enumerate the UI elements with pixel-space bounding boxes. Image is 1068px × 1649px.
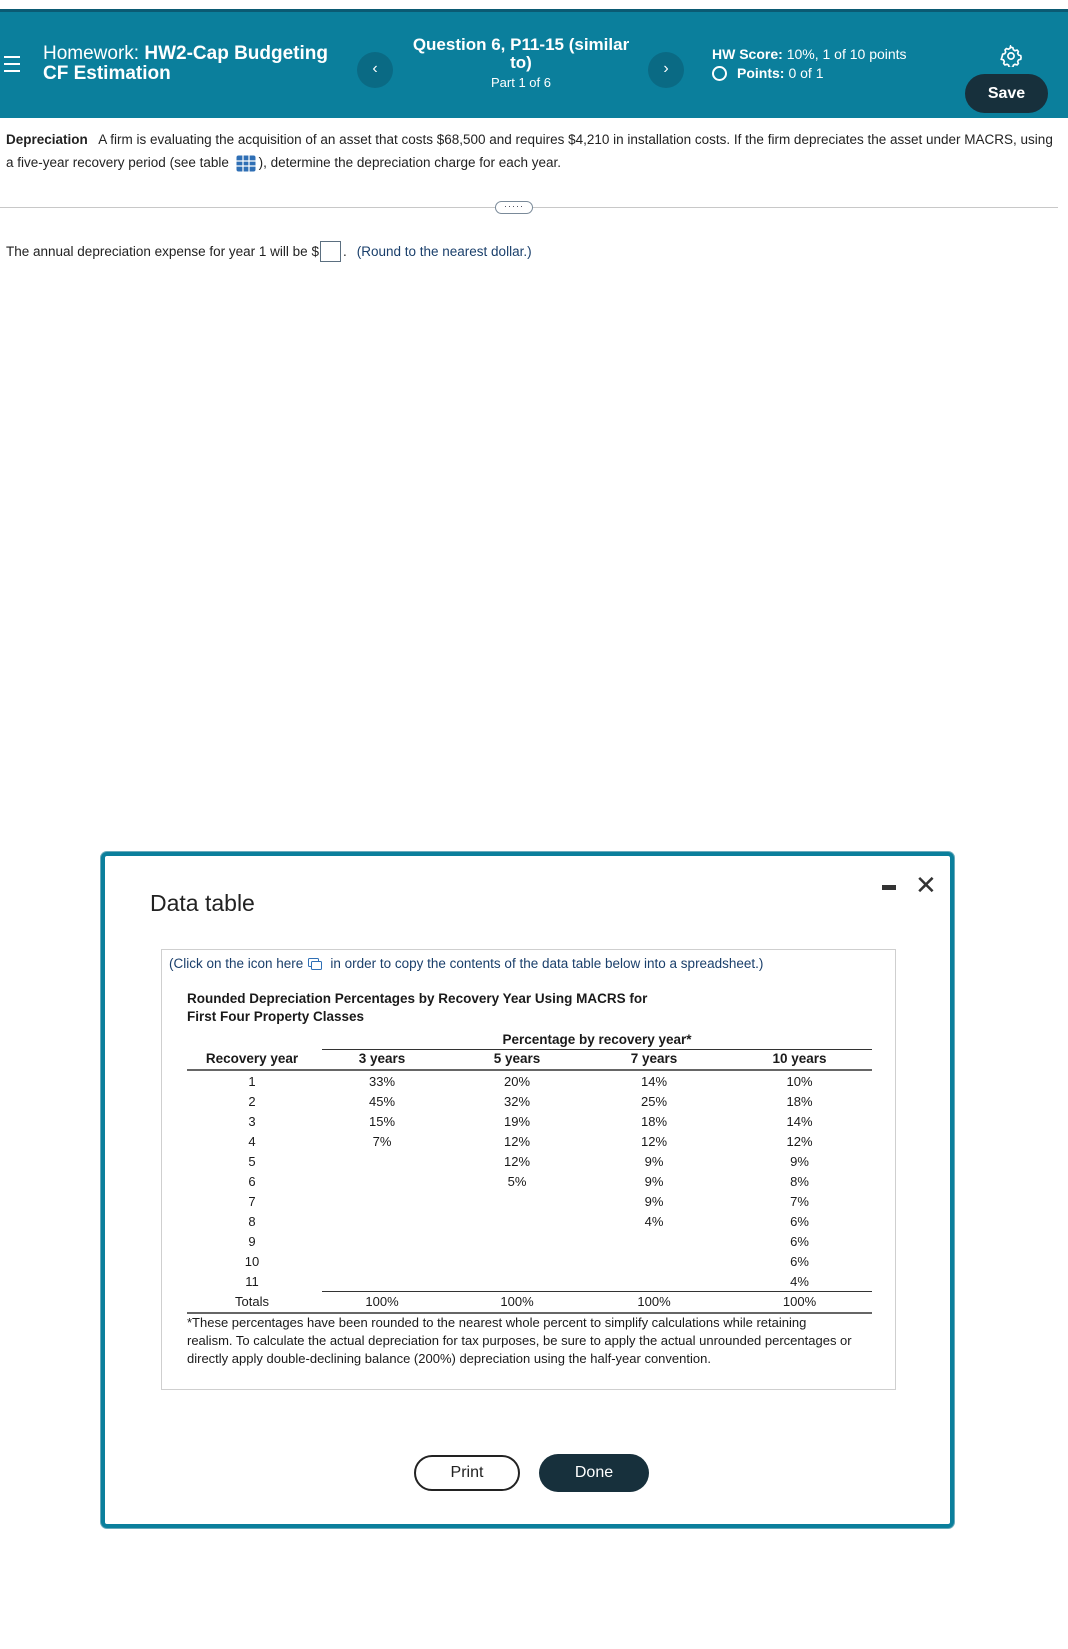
problem-statement: [6, 128, 1056, 174]
data-table-container: [161, 949, 896, 1390]
totals-3-years: 100%: [365, 1294, 399, 1309]
cell-recovery-year: 8: [248, 1214, 256, 1229]
problem-text-after: ), determine the depreciation charge for each year.: [258, 155, 562, 170]
totals-7-years: 100%: [637, 1294, 671, 1309]
homework-title: [43, 44, 353, 84]
cell-recovery-year: 7: [248, 1194, 256, 1209]
homework-name-line2: CF Estimation: [43, 63, 171, 84]
cell-3-years: 15%: [368, 1114, 396, 1129]
table-caption-line1: Rounded Depreciation Percentages by Recovery Year Using MACRS for: [187, 991, 648, 1006]
header-rule: [322, 1049, 872, 1050]
answer-line: [6, 241, 532, 262]
col-header-5-years: 5 years: [493, 1051, 541, 1066]
close-icon[interactable]: ✕: [915, 870, 937, 900]
cell-5-years: 20%: [503, 1074, 531, 1089]
table-row: [162, 1272, 897, 1292]
answer-suffix: .: [342, 244, 347, 259]
points-label: Points:: [737, 65, 785, 81]
column-header-rule: [187, 1069, 872, 1071]
cell-7-years: 12%: [640, 1134, 668, 1149]
cell-7-years: 14%: [640, 1074, 668, 1089]
cell-recovery-year: 10: [244, 1254, 260, 1269]
header-bar: [0, 12, 1068, 118]
percentage-header: Percentage by recovery year*: [502, 1032, 692, 1047]
dialog-title: Data table: [150, 890, 255, 916]
hamburger-menu-icon[interactable]: [4, 56, 20, 76]
answer-prompt: The annual depreciation expense for year 1 will be $: [6, 244, 319, 259]
col-header-3-years: 3 years: [358, 1051, 406, 1066]
table-row: [162, 1092, 897, 1112]
cell-10-years: 9%: [790, 1154, 809, 1169]
totals-label: Totals: [235, 1294, 269, 1309]
expand-more-button[interactable]: ·····: [495, 201, 533, 214]
cell-7-years: 4%: [644, 1214, 664, 1229]
cell-recovery-year: 6: [248, 1174, 256, 1189]
homework-name-line1: HW2-Cap Budgeting: [144, 43, 329, 64]
table-row: [162, 1072, 897, 1092]
answer-hint: (Round to the nearest dollar.): [356, 244, 532, 259]
hw-score: [712, 46, 907, 62]
table-caption-line2: First Four Property Classes: [187, 1009, 365, 1024]
hw-score-value: 10%, 1 of 10 points: [786, 46, 907, 62]
save-button[interactable]: Save: [965, 74, 1048, 113]
cell-7-years: 9%: [644, 1154, 664, 1169]
copy-to-spreadsheet-icon[interactable]: [308, 958, 322, 970]
cell-10-years: 6%: [790, 1214, 809, 1229]
data-table-dialog: [101, 852, 954, 1528]
cell-recovery-year: 1: [248, 1074, 256, 1089]
cell-7-years: 9%: [644, 1174, 664, 1189]
cell-recovery-year: 11: [245, 1274, 259, 1289]
problem-topic: Depreciation: [6, 132, 88, 147]
table-row: [162, 1172, 897, 1192]
next-question-button[interactable]: ›: [648, 52, 684, 88]
table-row: [162, 1112, 897, 1132]
cell-10-years: 6%: [790, 1254, 809, 1269]
cell-recovery-year: 4: [248, 1134, 256, 1149]
question-title: Question 6, P11-15 (similar to): [412, 35, 630, 72]
problem-text-before: A firm is evaluating the acquisition of an asset that costs $68,500 and requires $4,210 in installation costs. If the firm depreciates the asset under MACRS, using a five-year recovery period (see table: [6, 132, 1053, 170]
points: [712, 65, 823, 81]
cell-10-years: 18%: [786, 1094, 813, 1109]
table-row: [162, 1152, 897, 1172]
col-header-recovery-year: Recovery year: [205, 1051, 299, 1066]
cell-5-years: 12%: [503, 1154, 531, 1169]
copy-note: [169, 956, 763, 971]
answer-input[interactable]: [320, 241, 341, 262]
points-value: 0 of 1: [788, 65, 824, 81]
copy-note-before: (Click on the icon here: [169, 956, 304, 971]
cell-7-years: 9%: [644, 1194, 664, 1209]
data-table-icon[interactable]: [236, 155, 256, 172]
table-row: [162, 1132, 897, 1152]
done-button[interactable]: Done: [539, 1454, 649, 1492]
table-row: [162, 1232, 897, 1252]
cell-5-years: 32%: [503, 1094, 531, 1109]
cell-recovery-year: 3: [248, 1114, 256, 1129]
cell-5-years: 5%: [507, 1174, 527, 1189]
cell-10-years: 14%: [786, 1114, 813, 1129]
cell-recovery-year: 2: [248, 1094, 256, 1109]
cell-10-years: 4%: [790, 1274, 809, 1289]
cell-recovery-year: 9: [248, 1234, 256, 1249]
table-row: [162, 1192, 897, 1212]
totals-row: [162, 1292, 897, 1312]
table-caption: [187, 990, 667, 1026]
points-status-circle-icon: [712, 66, 727, 81]
hw-score-label: HW Score:: [712, 46, 783, 62]
cell-10-years: 7%: [790, 1194, 809, 1209]
cell-7-years: 25%: [640, 1094, 668, 1109]
minimize-icon[interactable]: [882, 885, 896, 890]
cell-3-years: 7%: [372, 1134, 392, 1149]
previous-question-button[interactable]: ‹: [357, 52, 393, 88]
col-header-10-years: 10 years: [772, 1051, 827, 1066]
cell-10-years: 10%: [786, 1074, 813, 1089]
cell-7-years: 18%: [640, 1114, 668, 1129]
col-header-7-years: 7 years: [630, 1051, 678, 1066]
totals-5-years: 100%: [500, 1294, 534, 1309]
cell-3-years: 45%: [368, 1094, 396, 1109]
cell-recovery-year: 5: [248, 1154, 256, 1169]
gear-icon[interactable]: [1000, 45, 1022, 67]
totals-10-years: 100%: [782, 1294, 817, 1309]
cell-10-years: 8%: [790, 1174, 809, 1189]
table-row: [162, 1212, 897, 1232]
copy-note-after: in order to copy the contents of the data table below into a spreadsheet.): [330, 956, 764, 971]
cell-5-years: 19%: [503, 1114, 531, 1129]
table-row: [162, 1252, 897, 1272]
question-part: Part 1 of 6: [491, 75, 551, 90]
cell-10-years: 6%: [790, 1234, 809, 1249]
table-footnote: *These percentages have been rounded to the nearest whole percent to simplify calculations while retaining realism. To calculate the actual depreciation for tax purposes, be sure to apply the actual unrounded percentages or directly apply double-declining balance (200%) depreciation using the half-year convention.: [187, 1315, 852, 1366]
cell-3-years: 33%: [368, 1074, 396, 1089]
cell-5-years: 12%: [503, 1134, 531, 1149]
homework-prefix: Homework:: [43, 43, 140, 64]
cell-10-years: 12%: [786, 1134, 813, 1149]
print-button[interactable]: Print: [414, 1455, 520, 1491]
